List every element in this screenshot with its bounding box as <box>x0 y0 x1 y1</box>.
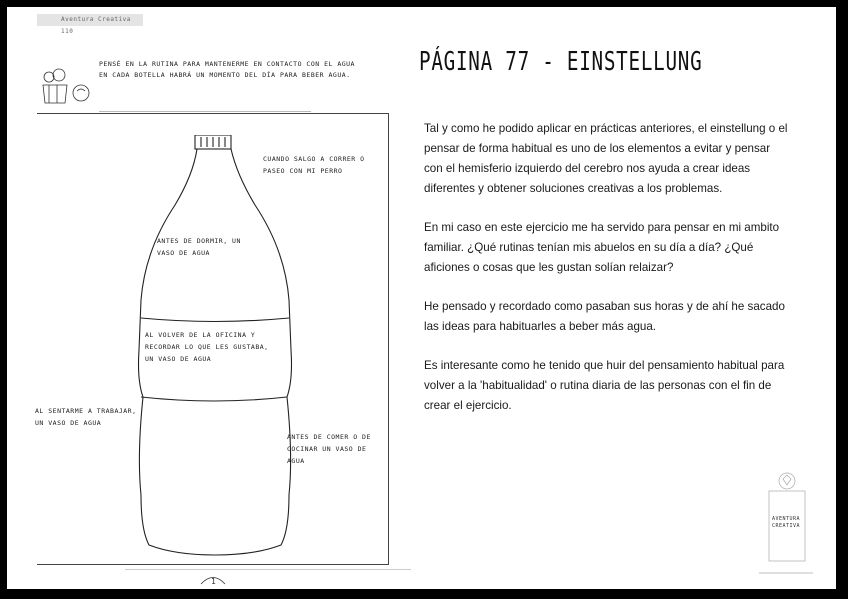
page <box>5 5 838 591</box>
page-number: 1 <box>211 577 216 585</box>
note-left-side: AL SENTARME A TRABAJAR, UN VASO DE AGUA <box>35 407 137 427</box>
paragraph-2: En mi caso en este ejercicio me ha servido para pensar en mi ambito familiar. ¿Qué rutinas tenían mis abuelos en su día a día? ¿Qué aficiones o cosas que les gustan solían relaizar? <box>424 221 780 274</box>
stamp-label: AVENTURA CREATIVA <box>771 516 801 529</box>
paragraph-1: Tal y como he podido aplicar en prácticas anteriores, el einstellung o el pensar de forma habitual es uno de los elementos a evitar y pensar con el hemisferio izquierdo del cerebro nos ayuda a crear ideas diferentes y obtener soluciones creativas a los problemas. <box>424 122 788 195</box>
bottom-divider <box>125 569 411 570</box>
body-text <box>424 119 788 435</box>
page-title: PÁGINA 77 - EINSTELLUNG <box>419 47 703 77</box>
intro-divider <box>99 111 311 112</box>
note-middle: AL VOLVER DE LA OFICINA Y RECORDAR LO QUE LES GUSTABA, UN VASO DE AGUA <box>145 331 269 363</box>
page-number-mark <box>199 573 227 585</box>
header-tag: Aventura Creativa 110 <box>37 14 143 26</box>
intro-line-2: EN CADA BOTELLA HABRÁ UN MOMENTO DEL DÍA PARA BEBER AGUA. <box>99 71 351 79</box>
doodle-icon <box>37 67 97 107</box>
intro-line-1: PENSÉ EN LA RUTINA PARA MANTENERME EN CONTACTO CON EL AGUA <box>99 60 355 68</box>
paragraph-4: Es interesante como he tenido que huir del pensamiento habitual para volver a la 'habitualidad' o rutina diaria de las personas con el fin de crear el ejercicio. <box>424 359 785 412</box>
note-lower-right: ANTES DE COMER O DE COCINAR UN VASO DE AGUA <box>287 433 371 465</box>
note-upper-left: ANTES DE DORMIR, UN VASO DE AGUA <box>157 237 241 257</box>
note-top-right: CUANDO SALGO A CORRER O PASEO CON MI PERRO <box>263 155 365 175</box>
intro-text <box>99 59 359 81</box>
paragraph-3: He pensado y recordado como pasaban sus horas y de ahí he sacado las ideas para habituarles a beber más agua. <box>424 300 785 333</box>
